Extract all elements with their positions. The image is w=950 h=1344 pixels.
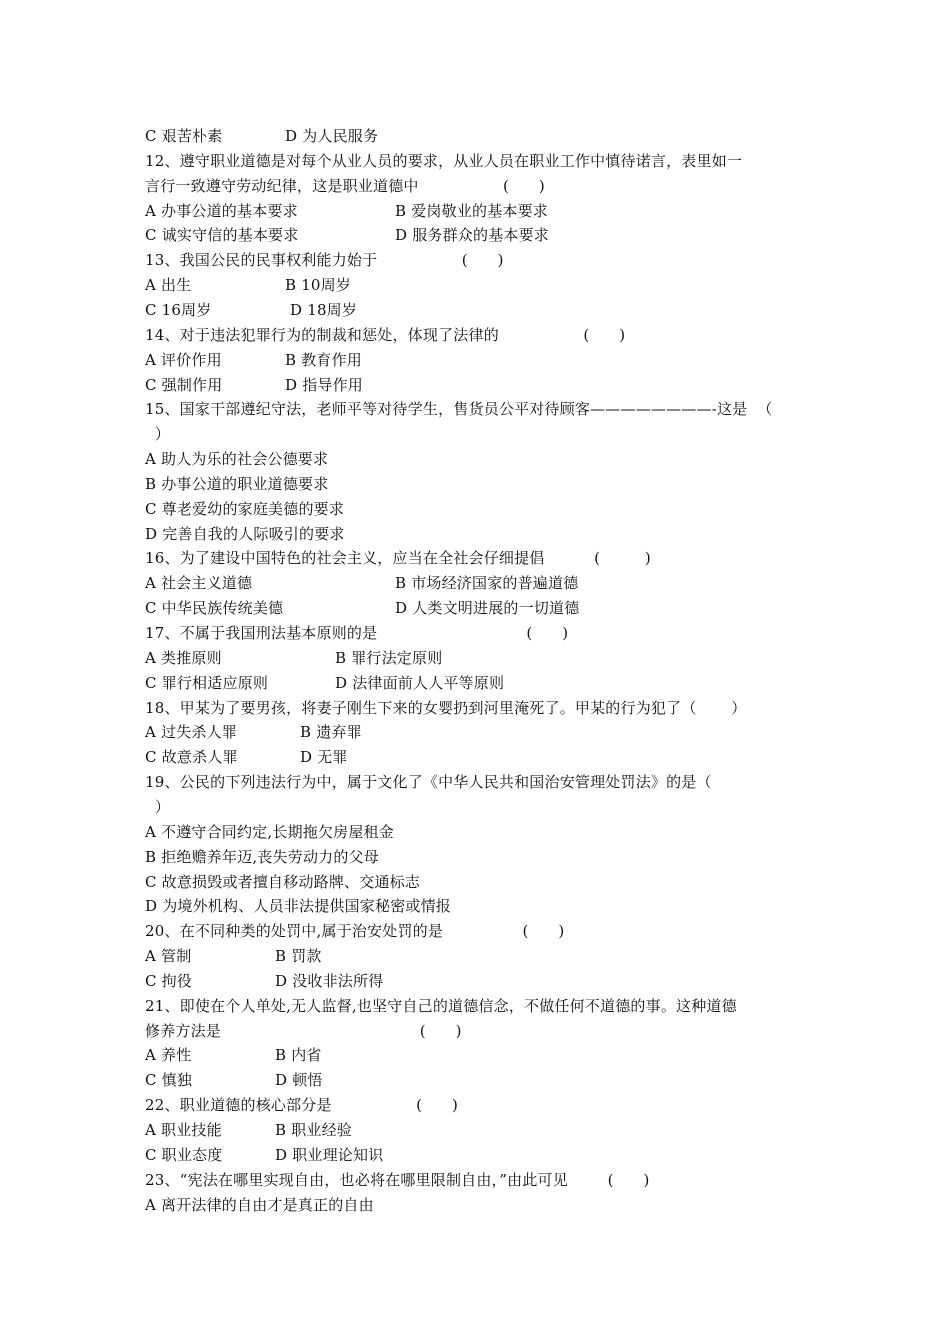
text-line: [145, 447, 328, 471]
text-line: [145, 124, 379, 148]
option-text: A 社会主义道德: [145, 574, 253, 593]
option-text: C 职业态度: [145, 1145, 223, 1164]
line-text: 23、“宪法在哪里实现自由，也必将在哪里限制自由，”由此可见 ( ): [145, 1170, 650, 1189]
text-line: [145, 795, 170, 819]
text-line: [145, 944, 322, 968]
option-text: D 18周岁: [290, 300, 358, 319]
option-text: D 没收非法所得: [275, 971, 384, 990]
option-text: D 指导作用: [285, 375, 363, 394]
text-line: [145, 497, 344, 521]
text-line: [145, 1019, 462, 1043]
line-text: ）: [145, 425, 171, 444]
text-line: [145, 1093, 458, 1117]
text-line: [145, 745, 348, 769]
line-text: A 不遵守合同约定,长期拖欠房屋租金: [145, 822, 394, 841]
option-text: D 职业理论知识: [275, 1145, 384, 1164]
option-text: B 内省: [275, 1046, 322, 1065]
text-line: [145, 199, 548, 223]
option-text: B 罪行法定原则: [335, 648, 443, 667]
text-line: [145, 646, 443, 670]
text-line: [145, 273, 352, 297]
text-line: [145, 1168, 650, 1192]
option-text: C 16周岁: [145, 300, 212, 319]
text-line: [145, 472, 328, 496]
option-text: C 诚实守信的基本要求: [145, 226, 299, 245]
text-line: [145, 546, 651, 570]
text-line: [145, 174, 545, 198]
option-text: A 出生: [145, 276, 192, 295]
text-line: [145, 596, 580, 620]
text-line: [145, 994, 737, 1018]
text-line: [145, 522, 345, 546]
line-text: 修养方法是 ( ): [145, 1021, 462, 1040]
text-line: [145, 1043, 322, 1067]
text-line: [145, 621, 568, 645]
option-text: A 评价作用: [145, 350, 222, 369]
option-text: D 法律面前人人平等原则: [335, 673, 505, 692]
line-text: A 助人为乐的社会公德要求: [145, 450, 329, 469]
text-line: [145, 845, 379, 869]
text-line: [145, 671, 505, 695]
option-text: C 拘役: [145, 971, 193, 990]
option-text: A 过失杀人罪: [145, 723, 238, 742]
line-text: 14、对于违法犯罪行为的制裁和惩处，体现了法律的 ( ): [145, 325, 626, 344]
text-line: [145, 571, 579, 595]
text-line: [145, 149, 742, 173]
text-line: [145, 894, 451, 918]
text-line: [145, 373, 363, 397]
text-line: [145, 770, 712, 794]
option-text: D 为人民服务: [285, 127, 379, 145]
option-text: C 慎独: [145, 1071, 193, 1090]
line-text: D 完善自我的人际吸引的要求: [145, 524, 345, 543]
option-text: B 10周岁: [285, 276, 352, 295]
text-line: [145, 248, 504, 272]
option-text: D 服务群众的基本要求: [395, 226, 549, 245]
line-text: C 故意损毁或者擅自移动路牌、交通标志: [145, 872, 421, 891]
line-text: 20、在不同种类的处罚中,属于治安处罚的是 ( ): [145, 922, 565, 941]
line-text: 21、即使在个人单处,无人监督,也坚守自己的道德信念，不做任何不道德的事。这种道德: [145, 996, 737, 1015]
option-text: A 职业技能: [145, 1121, 222, 1139]
line-text: C 尊老爱幼的家庭美德的要求: [145, 499, 345, 518]
option-text: A 类推原则: [145, 648, 222, 667]
option-text: A 管制: [145, 947, 192, 966]
text-line: [145, 323, 625, 347]
option-text: C 艰苦朴素: [145, 127, 223, 145]
line-text: 18、甲某为了要男孩，将妻子刚生下来的女婴扔到河里淹死了。甲某的行为犯了（ ）: [145, 698, 747, 717]
option-text: C 强制作用: [145, 375, 223, 394]
option-text: A 办事公道的基本要求: [145, 201, 298, 220]
option-text: B 市场经济国家的普遍道德: [395, 574, 579, 593]
text-line: [145, 397, 773, 421]
line-text: A 离开法律的自由才是真正的自由: [145, 1195, 374, 1214]
text-line: [145, 969, 384, 993]
text-line: [145, 1118, 352, 1142]
line-text: 16、为了建设中国特色的社会主义，应当在全社会仔细提倡 ( ): [145, 549, 651, 568]
line-text: 言行一致遵守劳动纪律，这是职业道德中 ( ): [145, 176, 545, 195]
option-text: D 顿悟: [275, 1071, 323, 1090]
line-text: 19、公民的下列违法行为中，属于文化了《中华人民共和国治安管理处罚法》的是（: [145, 773, 712, 792]
option-text: B 遗弃罪: [300, 723, 362, 742]
text-line: [145, 348, 362, 372]
text-line: [145, 1068, 323, 1092]
text-line: [145, 422, 170, 446]
text-line: [145, 720, 362, 744]
text-line: [145, 870, 420, 894]
option-text: D 人类文明进展的一切道德: [395, 599, 580, 618]
text-line: [145, 696, 746, 720]
line-text: 15、国家干部遵纪守法，老师平等对待学生，售货员公平对待顾客————————-这是 （: [145, 400, 773, 419]
line-text: 13、我国公民的民事权利能力始于 ( ): [145, 251, 504, 270]
line-text: 22、职业道德的核心部分是 ( ): [145, 1096, 459, 1115]
option-text: C 故意杀人罪: [145, 748, 238, 767]
option-text: A 养性: [145, 1046, 192, 1065]
line-text: B 拒绝赡养年迈,丧失劳动力的父母: [145, 847, 379, 866]
line-text: B 办事公道的职业道德要求: [145, 474, 329, 493]
option-text: B 职业经验: [275, 1121, 352, 1139]
text-line: [145, 223, 549, 247]
option-text: C 罪行相适应原则: [145, 673, 269, 692]
option-text: B 爱岗敬业的基本要求: [395, 201, 548, 220]
line-text: D 为境外机构、人员非法提供国家秘密或情报: [145, 897, 451, 916]
text-line: [145, 298, 358, 322]
option-text: D 无罪: [300, 748, 348, 767]
line-text: 17、不属于我国刑法基本原则的是 ( ): [145, 624, 569, 642]
option-text: B 教育作用: [285, 350, 362, 369]
text-line: [145, 820, 394, 844]
text-line: [145, 1143, 384, 1167]
line-text: ）: [145, 797, 171, 816]
line-text: 12、遵守职业道德是对每个从业人员的要求，从业人员在职业工作中慎待诺言，表里如一: [145, 151, 743, 170]
text-line: [145, 919, 564, 943]
text-line: [145, 1193, 374, 1217]
option-text: C 中华民族传统美德: [145, 599, 284, 618]
option-text: B 罚款: [275, 947, 322, 966]
